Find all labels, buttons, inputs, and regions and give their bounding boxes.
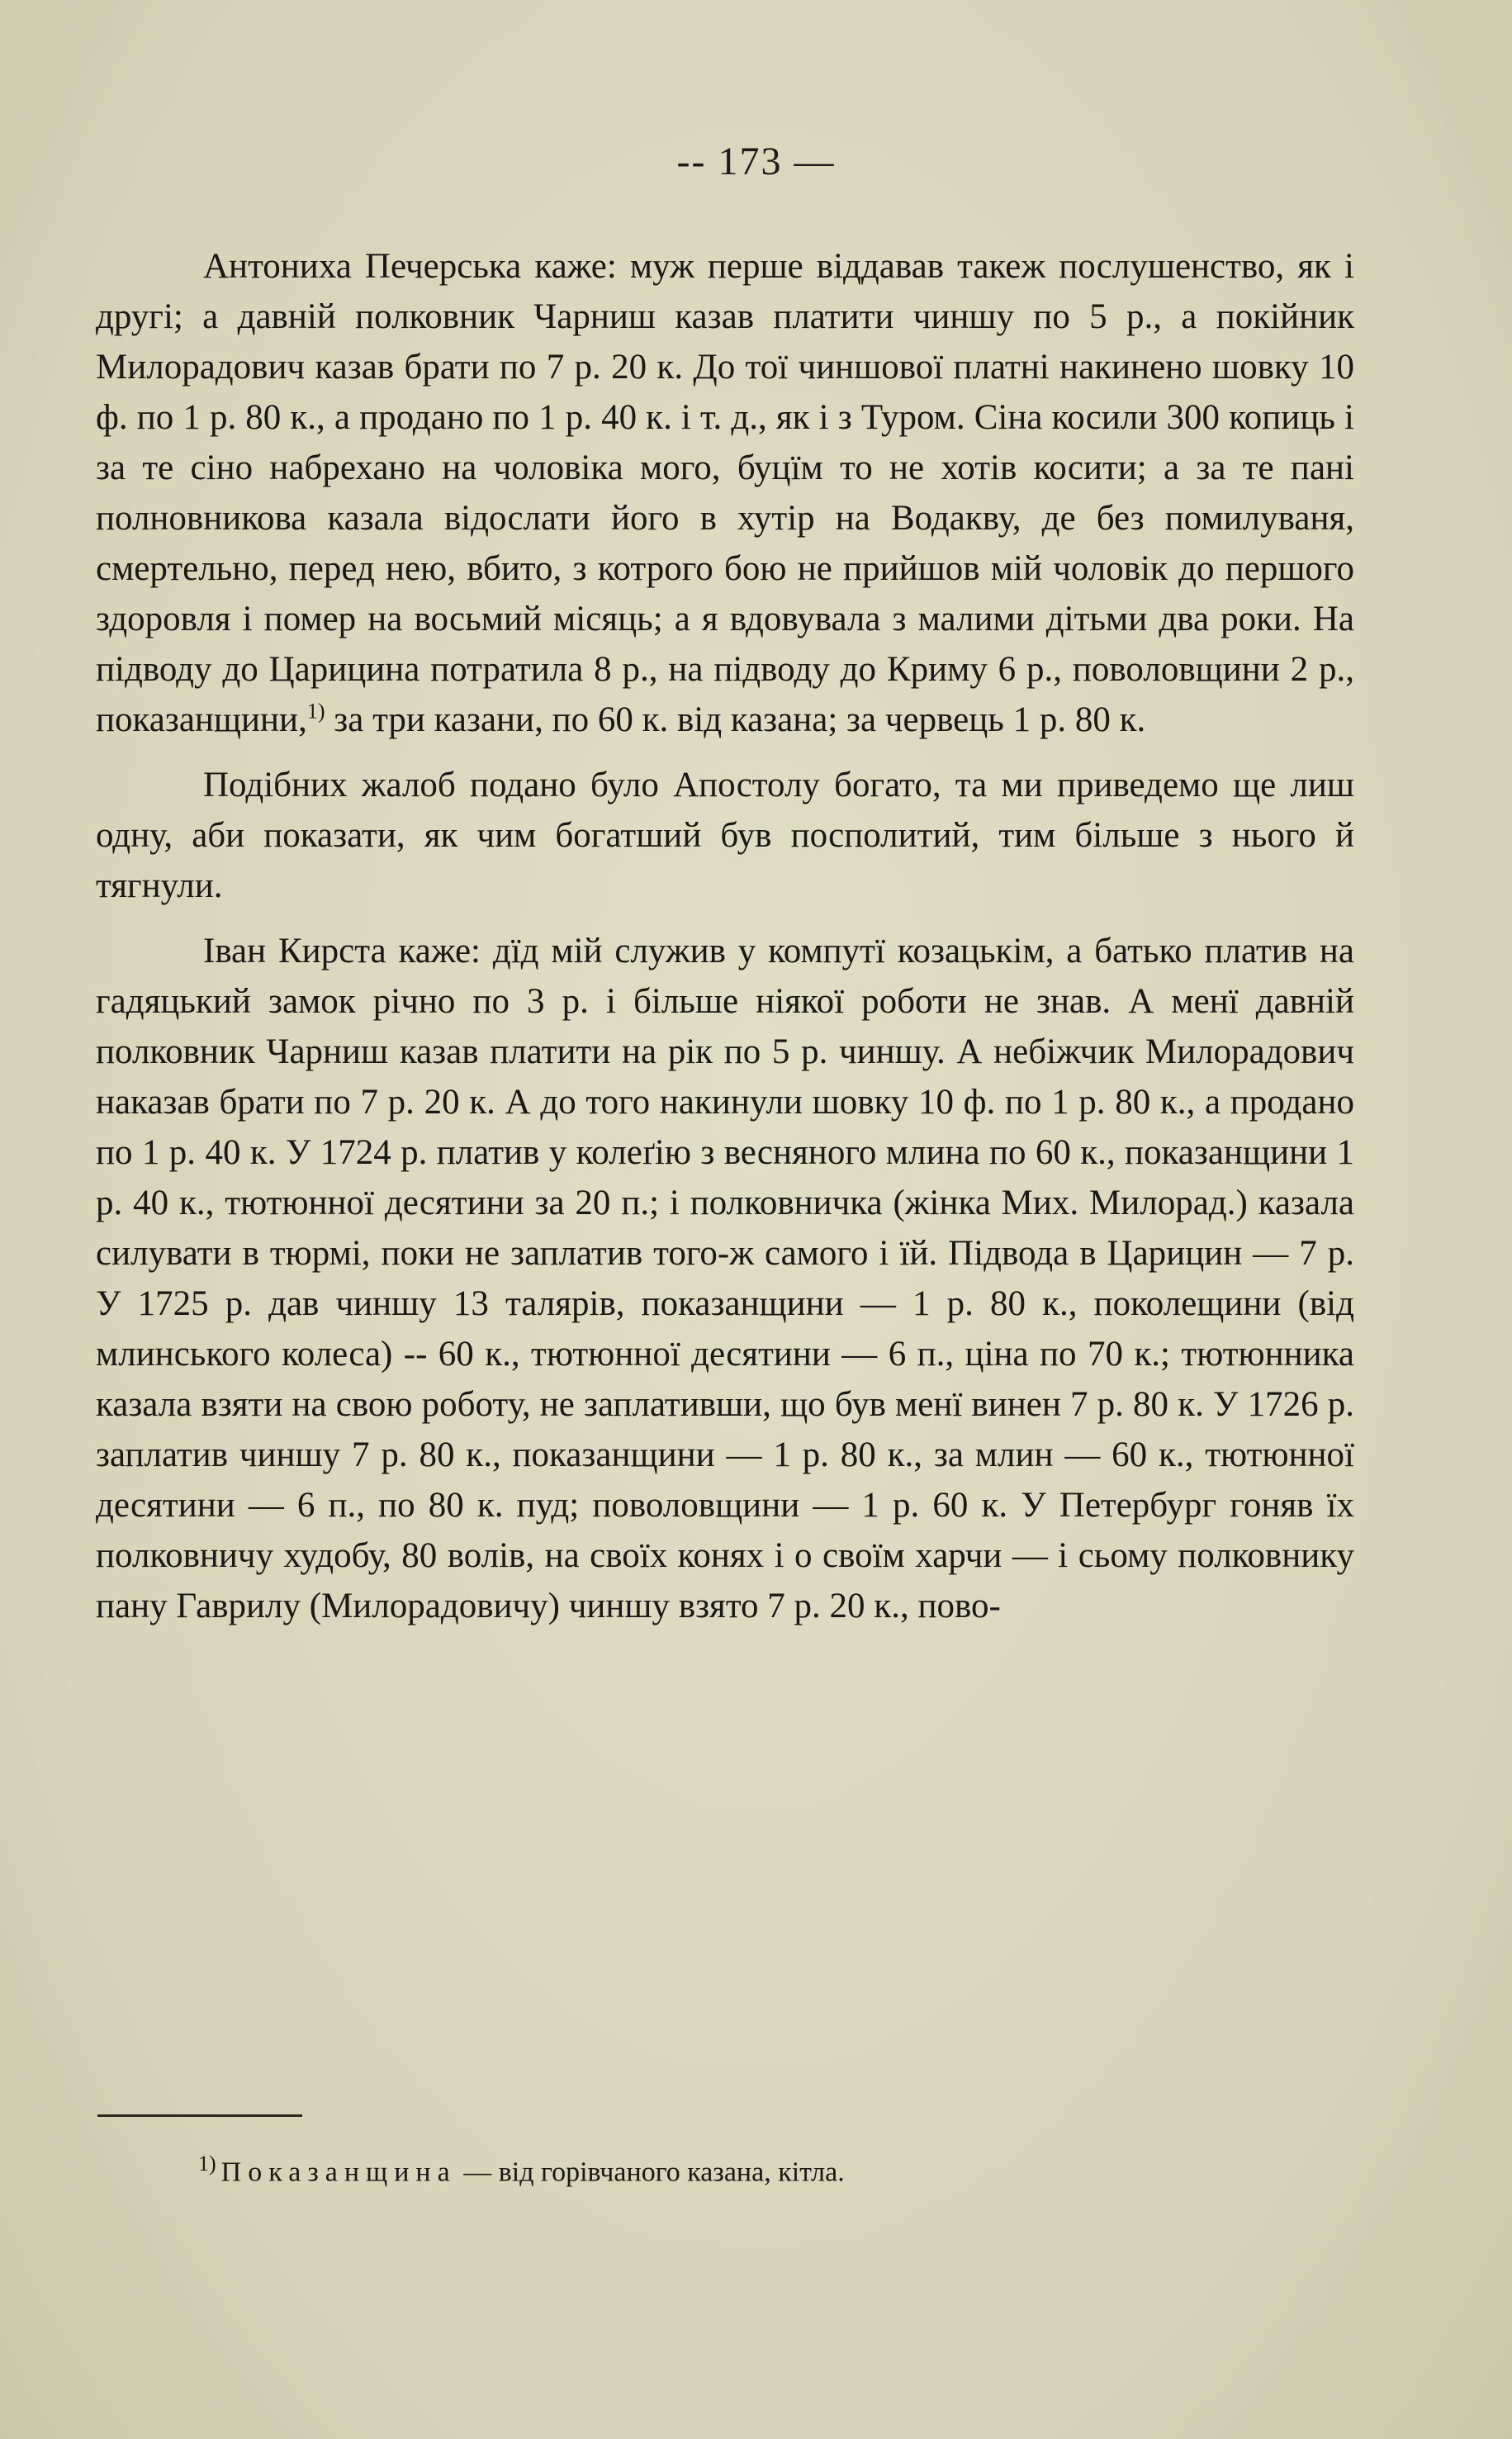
paragraph-text: Антониха Печерська каже: муж перше віддавав такеж послушенство, як і другі; а давній полковник Чарниш казав платити чиншу по 5 р., а покійник Милорадович казав брати по 7 р. 20 к. До тої чиншової платні накинено шовку 10 ф. по 1 р. 80 к., а продано по 1 р. 40 к. і т. д., як і з Туром. Сіна косили 300 копиць і за те сіно набрехано на чоловіка мого, буцїм то не хотів косити; а за те пані полновникова казала відослати його в хутір на Водакву, де без помилуваня, смертельно, перед нею, вбито, з котрого бою не прийшов мій чоловік до першого здоровля і помер на восьмий місяць; а я вдовувала з малими дітьми два роки. На підводу до Царицина потратила 8 р., на підводу до Криму 6 р., поволовщини 2 р., показанщини, [96, 247, 1354, 739]
footnote-marker: 1) [198, 2152, 216, 2176]
page-number: -- 173 — [676, 140, 836, 183]
paragraph-antonykha [96, 241, 1354, 745]
footnote-term: Показанщина [220, 2157, 457, 2188]
footnote-definition: — від горівчаного казана, кітла. [456, 2157, 845, 2188]
paragraph-ivan-kyrsta: Іван Кирста каже: дїд мій служив у компутї козацькім, а батько платив на гадяцький замок річно по 3 р. і більше ніякої роботи не знав. А менї давній полковник Чарниш казав платити на рік по 5 р. чиншу. А небіжчик Милорадович наказав брати по 7 р. 20 к. А до того накинули шовку 10 ф. по 1 р. 80 к., а продано по 1 р. 40 к. У 1724 р. платив у колеґію з весняного млина по 60 к., показанщини 1 р. 40 к., тютюнної десятини за 20 п.; і полковничка (жінка Мих. Милорад.) казала силувати в тюрмі, поки не заплатив того-ж самого і їй. Підвода в Царицин — 7 р. У 1725 р. дав чиншу 13 талярів, показанщини — 1 р. 80 к., поколещини (від млинського колеса) -- 60 к., тютюнної десятини — 6 п., ціна по 70 к.; тютюнника казала взяти на свою роботу, не заплативши, що був менї винен 7 р. 80 к. У 1726 р. заплатив чиншу 7 р. 80 к., показанщини — 1 р. 80 к., за млин — 60 к., тютюнної десятини — 6 п., по 80 к. пуд; поволовщини — 1 р. 60 к. У Петербург гоняв їх полковничу худобу, 80 волів, на своїх конях і о своїм харчи — і сьому полковнику пану Гаврилу (Милорадовичу) чиншу взято 7 р. 20 к., пово- [96, 932, 1354, 1625]
paragraph-complaints: Подібних жалоб подано було Апостолу богато, та ми приведемо ще лиш одну, аби показати, як чим богатший був посполитий, тим більше з нього й тягнули. [96, 766, 1354, 905]
footnote-divider [97, 2114, 302, 2117]
footnote [198, 2144, 1354, 2192]
footnote-reference[interactable]: 1) [306, 699, 325, 724]
paragraph-text: за три казани, по 60 к. від казана; за червець 1 р. 80 к. [325, 700, 1146, 739]
body-text [96, 241, 1354, 1646]
